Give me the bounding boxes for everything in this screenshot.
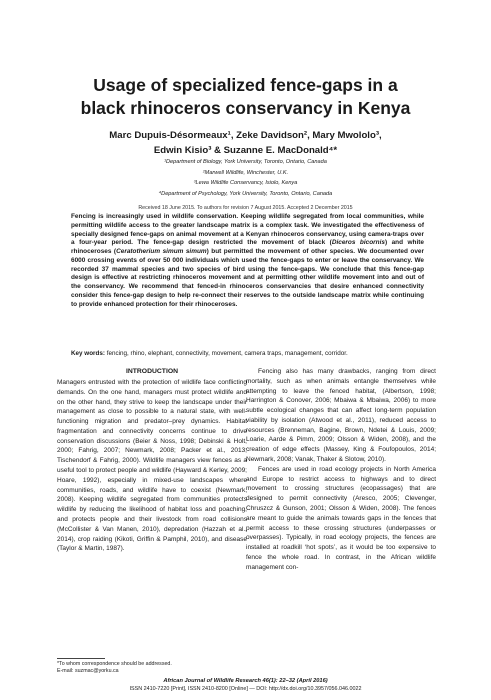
abstract [71, 213, 424, 309]
intro-paragraph-2: Fencing also has many drawbacks, ranging from direct mortality, such as when animals entangle themselves while attempting to leave the fenced habitat, (Albertson, 1998; Harrington & Conover, 2006; Mbaiwa & Mbaiwa, 2006) to more subtle ecological changes that can affect long-term population viability by isolation (Atwood et al., 2011), reduced access to resources (Brenneman, Bagine, Brown, Ndetei & Louis, 2009; Loarie, Aarde & Pimm, 2009; Olsson & Widen, 2008), and the creation of edge effects (Massey, King & Foufopoulos, 2014; Newmark, 2008; Vanak, Thaker & Slotow, 2010). [246, 368, 436, 464]
authors-line-2: Edwin Kisio³ & Suzanne E. MacDonald⁴* [153, 144, 338, 156]
footnote-divider [57, 658, 105, 659]
keywords-text: fencing, rhino, elephant, connectivity, movement, camera traps, management, corridor. [104, 350, 348, 357]
affiliations [40, 157, 451, 199]
affiliation-4: ⁴Department of Psychology, York University, Toronto, Ontario, Canada [158, 190, 333, 197]
issn-doi: ISSN 2410-7220 [Print], ISSN 2410-8200 [Online] — DOI: http://dx.doi.org/10.3957/056.046.0022 [129, 686, 362, 692]
abstract-species-1: Diceros bicornis [331, 239, 385, 247]
title-line-1: Usage of specialized fence-gaps in a [93, 75, 398, 95]
footnote-line-1: *To whom correspondence should be addressed. [57, 661, 172, 667]
keywords [71, 350, 424, 358]
abstract-part-2: ) and white rhinoceroses ( [71, 239, 424, 255]
paper-title [40, 74, 451, 120]
abstract-species-2: Ceratotherium simum simum [116, 248, 207, 255]
intro-paragraph-3: Fences are used in road ecology projects in North America and Europe to restrict access to highways and to direct movement to crossing structures (ecopassages) that are designed to permit connectivity (Aresco, 2005; Clevenger, Chruszcz & Gunson, 2001; Olsson & Widen, 2008). The fences are meant to guide the animals towards gaps in the fences that permit access to these crossing structures (underpasses or overpasses). Typically, in road ecology projects, the fences are installed at roadkill ‘hot spots’, as it would be too expensive to fence the whole road. In contrast, in the African wildlife management con- [246, 465, 436, 571]
footnote [57, 661, 247, 675]
left-column [57, 367, 247, 554]
abstract-part-1: Fencing is increasingly used in wildlife conservation. Keeping wildlife segregated from local communities, while permitting wildlife access to the greater landscape matrix is a complex task. We investigated the effectiveness of specially designed fence-gaps on animal movement at a Kenyan rhinoceros conservancy, using camera-traps over a four-year period. The fence-gap design restricted the movement of black ( [71, 213, 424, 247]
journal-citation: African Journal of Wildlife Research 46(1): 22–32 (April 2016) [163, 678, 328, 684]
affiliation-3: ³Lewa Wildlife Conservancy, Isiolo, Kenya [193, 180, 298, 187]
keywords-label: Key words: [71, 350, 105, 357]
right-column [246, 367, 436, 572]
abstract-part-3: ) but permitted the movement of other species. We documented over 6000 crossing events of over 50 000 individuals which used the fence-gaps to enter or leave the conservancy. We recorded 37 mammal species and two species of bird using the fence-gaps. We conclude that this fence-gap design is effective at restricting rhinoceros movement and at permitting other wildlife movement into and out of the conservancy. We recommend that fenced-in rhinoceros conservancies that desire enhanced connectivity consider this fence-gap design to help re-connect their reserves to the outside landscape matrix while continuing to provide enhanced protection for their rhinoceroses. [71, 248, 424, 308]
received-dates: Received 18 June 2015. To authors for revision 7 August 2015. Accepted 2 December 2015 [138, 205, 353, 211]
footnote-email: E-mail: suzmac@yorku.ca [57, 668, 119, 675]
title-line-2: black rhinoceros conservancy in Kenya [80, 98, 411, 118]
intro-paragraph-1: Managers entrusted with the protection of wildlife face conflicting demands. On the one hand, managers must protect wildlife and on the other hand, they strive to keep the landscape under their management as close to possible to a natural state, with well-functioning migration and predator–prey dynamics. Habitat fragmentation and connectivity concerns continue to drive conservation discussions (Beier & Noss, 1998; Debinski & Holt, 2000; Fahrig, 2007; Newmark, 2008; Packer et al., 2013; Tischendorf & Fahrig, 2000). Wildlife managers view fences as a useful tool to protect people and wildlife (Hayward & Kerley, 2009; Hoare, 1992), especially in mixed-use landscapes where communities, roads, and wildlife have to coexist (Newmark, 2008). Keeping wildlife segregated from communities protects wildlife by reducing the likelihood of habitat loss and poaching, and protects people and their livestock from road collisions (McCollister & Van Manen, 2010), depredation (Hazzah et al., 2014), crop raiding (Kikoti, Griffin & Pamphil, 2010), and disease (Taylor & Martin, 1987). [57, 379, 247, 553]
affiliation-1: ¹Department of Biology, York University, Toronto, Ontario, Canada [164, 159, 327, 165]
author-list [40, 129, 451, 158]
section-heading-introduction: INTRODUCTION [125, 368, 179, 375]
affiliation-2: ²Marwell Wildlife, Winchester, U.K. [202, 169, 289, 176]
authors-line-1: Marc Dupuis-Désormeaux¹, Zeke Davidson², Mary Mwololo³, [109, 130, 382, 141]
